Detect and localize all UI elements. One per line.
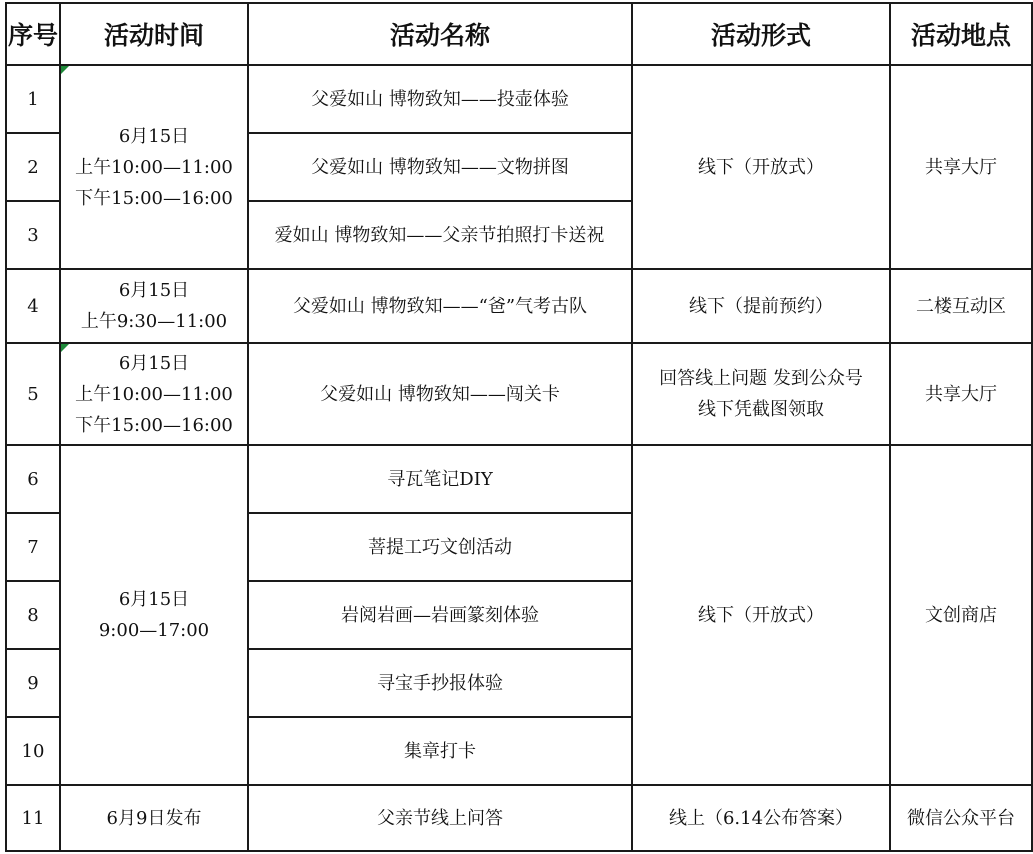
activity-name: 寻宝手抄报体验 <box>248 649 632 717</box>
form-cell: 线下（提前预约） <box>632 269 890 343</box>
row-seq: 8 <box>6 581 60 649</box>
row-seq: 2 <box>6 133 60 201</box>
row-seq: 6 <box>6 445 60 513</box>
row-seq: 5 <box>6 343 60 445</box>
table-row <box>6 445 1032 513</box>
place-cell: 二楼互动区 <box>890 269 1032 343</box>
activity-schedule-table <box>5 2 1033 852</box>
row-seq: 4 <box>6 269 60 343</box>
place-cell: 微信公众平台 <box>890 785 1032 851</box>
header-name: 活动名称 <box>248 3 632 65</box>
table-row <box>6 269 1032 343</box>
table-row <box>6 343 1032 445</box>
header-seq: 序号 <box>6 3 60 65</box>
activity-name: 父爱如山 博物致知——闯关卡 <box>248 343 632 445</box>
activity-name: 父爱如山 博物致知——文物拼图 <box>248 133 632 201</box>
header-form: 活动形式 <box>632 3 890 65</box>
activity-name: 父亲节线上问答 <box>248 785 632 851</box>
time-cell: 6月9日发布 <box>60 785 248 851</box>
place-cell: 共享大厅 <box>890 343 1032 445</box>
time-range: 9:00—17:00 <box>98 620 210 641</box>
activity-name: 岩阅岩画—岩画篆刻体验 <box>248 581 632 649</box>
activity-name: 寻瓦笔记DIY <box>248 445 632 513</box>
row-seq: 3 <box>6 201 60 269</box>
row-seq: 9 <box>6 649 60 717</box>
time-afternoon: 下午15:00—16:00 <box>75 187 233 209</box>
time-cell <box>60 343 248 445</box>
form-line-2: 线下凭截图领取 <box>698 399 824 420</box>
activity-name: 爱如山 博物致知——父亲节拍照打卡送祝 <box>248 201 632 269</box>
place-cell: 文创商店 <box>890 445 1032 785</box>
time-cell <box>60 269 248 343</box>
time-date: 6月15日 <box>118 280 190 301</box>
time-morning: 上午10:00—11:00 <box>75 383 233 405</box>
time-date: 6月15日 <box>118 352 190 374</box>
activity-name: 菩提工巧文创活动 <box>248 513 632 581</box>
activity-name: 集章打卡 <box>248 717 632 785</box>
row-seq: 10 <box>6 717 60 785</box>
form-cell <box>632 343 890 445</box>
table-row <box>6 65 1032 133</box>
header-time: 活动时间 <box>60 3 248 65</box>
time-morning: 上午10:00—11:00 <box>75 156 233 178</box>
time-afternoon: 下午15:00—16:00 <box>75 414 233 436</box>
header-row <box>6 3 1032 65</box>
activity-name: 父爱如山 博物致知——“爸”气考古队 <box>248 269 632 343</box>
table-row <box>6 785 1032 851</box>
header-place: 活动地点 <box>890 3 1032 65</box>
form-cell: 线下（开放式） <box>632 65 890 269</box>
activity-name: 父爱如山 博物致知——投壶体验 <box>248 65 632 133</box>
form-line-1: 回答线上问题 发到公众号 <box>659 368 863 389</box>
time-date: 6月15日 <box>118 589 190 610</box>
row-seq: 7 <box>6 513 60 581</box>
row-seq: 11 <box>6 785 60 851</box>
form-cell: 线下（开放式） <box>632 445 890 785</box>
time-date: 6月15日 <box>118 125 190 147</box>
place-cell: 共享大厅 <box>890 65 1032 269</box>
time-cell <box>60 445 248 785</box>
row-seq: 1 <box>6 65 60 133</box>
form-cell: 线上（6.14公布答案） <box>632 785 890 851</box>
time-morning: 上午9:30—11:00 <box>80 311 228 332</box>
time-cell <box>60 65 248 269</box>
